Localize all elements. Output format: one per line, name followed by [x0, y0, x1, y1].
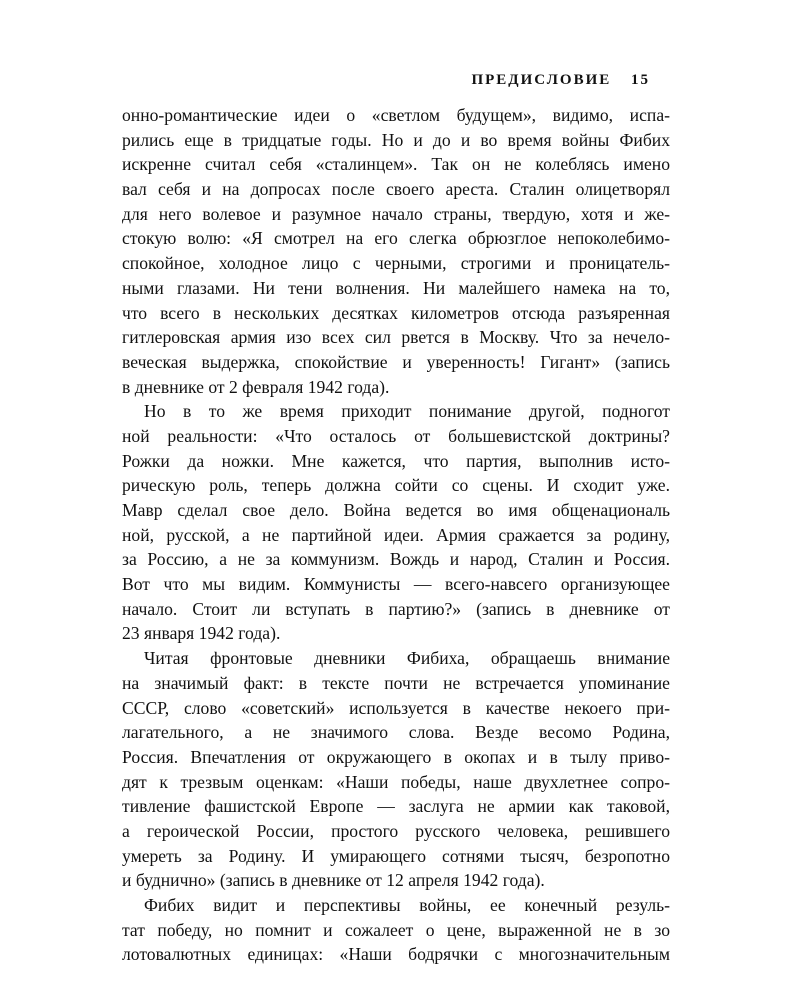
running-head	[450, 72, 650, 89]
text-line: Рожки да ножки. Мне кажется, что партия, выполнив исто-	[122, 450, 670, 471]
text-line: веческая выдержка, спокойствие и уверенность! Гигант» (запись	[122, 351, 670, 372]
text-line: Но в то же время приходит понимание другой, подногот	[144, 401, 670, 422]
text-line: рились еще в тридцатые годы. Но и до и во время войны Фибих	[122, 129, 670, 150]
page-number: 15	[631, 72, 650, 88]
body-text	[122, 103, 670, 967]
text-line: на значимый факт: в тексте почти не встречается упоминание	[122, 672, 670, 693]
text-line: а героической России, простого русского человека, решившего	[122, 820, 670, 841]
text-line: ными глазами. Ни тени волнения. Ни малейшего намека на то,	[122, 277, 670, 298]
text-line: онно-романтические идеи о «светлом будущем», видимо, испа-	[122, 105, 670, 125]
text-line: Мавр сделал свое дело. Война ведется во имя общенациональ	[122, 500, 670, 520]
text-line: начало. Стоит ли вступать в партию?» (запись в дневнике от	[122, 598, 670, 619]
text-line: СССР, слово «советский» используется в качестве некоего при-	[122, 697, 670, 718]
text-line: рическую роль, теперь должна сойти со сцены. И сходит уже.	[122, 475, 670, 496]
text-line: стокую волю: «Я смотрел на его слегка обрюзглое непоколебимо-	[122, 228, 670, 249]
text-line: дят к трезвым оценкам: «Наши победы, наше двухлетнее сопро-	[122, 771, 670, 792]
text-line: лотовалютных единицах: «Наши бодрячки с многозначительным	[122, 944, 670, 965]
text-line: тат победу, но помнит и сожалеет о цене, выраженной не в зо	[122, 919, 670, 940]
text-line: Читая фронтовые дневники Фибиха, обращаешь внимание	[144, 648, 670, 669]
text-line: лагательного, а не значимого слова. Везде весомо Родина,	[122, 722, 670, 743]
text-line: ной реальности: «Что осталось от большевистской доктрины?	[122, 425, 670, 446]
running-head-title: ПРЕДИСЛОВИЕ	[471, 72, 612, 88]
text-line: гитлеровская армия изо всех сил рвется в Москву. Что за нечело-	[122, 327, 670, 348]
text-line: что всего в нескольких десятках километров отсюда разъяренная	[122, 302, 670, 323]
text-line: ной, русской, а не партийной идеи. Армия сражается за родину,	[122, 524, 670, 545]
text-line: за Россию, а не за коммунизм. Вождь и народ, Сталин и Россия.	[122, 549, 670, 570]
text-line: вал себя и на допросах после своего ареста. Сталин олицетворял	[122, 179, 670, 200]
text-line: Фибих видит и перспективы войны, ее конечный резуль-	[144, 895, 670, 915]
text-line: Россия. Впечатления от окружающего в окопах и в тылу приво-	[122, 746, 670, 767]
text-line: тивление фашистской Европе — заслуга не армии как таковой,	[122, 796, 670, 817]
text-line: спокойное, холодное лицо с черными, строгими и проницатель-	[122, 253, 670, 274]
text-line: Вот что мы видим. Коммунисты — всего-навсего организующее	[122, 574, 670, 595]
text-line: искренне считал себя «сталинцем». Так он не колеблясь имено	[122, 154, 670, 175]
text-line: в дневнике от 2 февраля 1942 года).	[122, 376, 390, 397]
text-line: умереть за Родину. И умирающего сотнями тысяч, безропотно	[122, 845, 670, 866]
text-line: для него волевое и разумное начало страны, твердую, хотя и же-	[122, 203, 670, 224]
text-line: 23 января 1942 года).	[122, 623, 281, 644]
text-line: и буднично» (запись в дневнике от 12 апреля 1942 года).	[122, 870, 545, 891]
